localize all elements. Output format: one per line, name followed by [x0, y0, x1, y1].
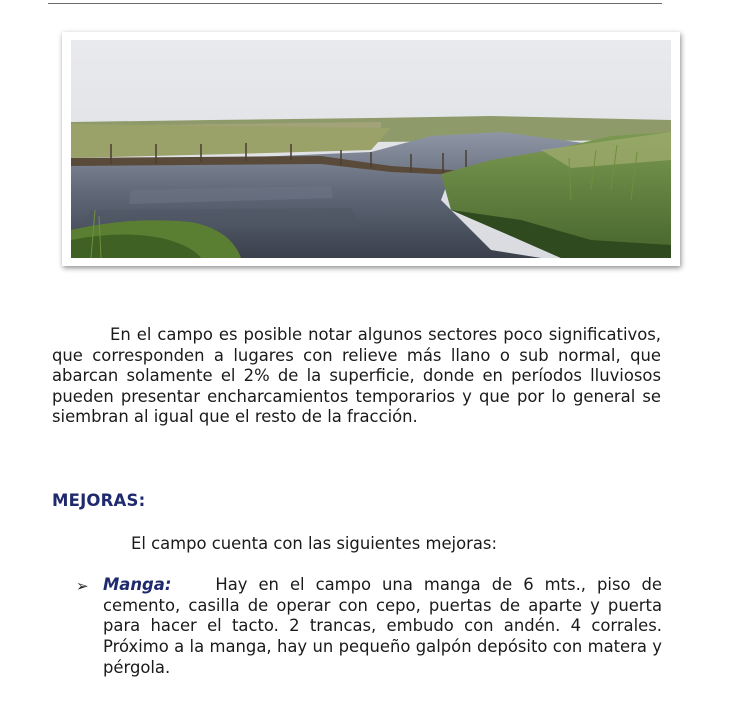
paragraph-text: En el campo es posible notar algunos sectores poco significativos, que corresponden a lugares con relieve más llano o sub normal, que abarcan solamente el 2% de la superficie, donde en períodos lluviosos pueden presentar encharcamientos temporarios y que por lo general se siembran al igual que el resto de la fracción.	[52, 325, 661, 426]
landscape-photo	[71, 40, 671, 258]
bullet-description: Hay en el campo una manga de 6 mts., piso de cemento, casilla de operar con cepo, puertas de aparte y puerta para hacer el tacto. 2 trancas, embudo con andén. 4 corrales. Próximo a la manga, hay un pequeño galpón depósito con matera y pérgola.	[103, 575, 663, 677]
section-heading: MEJORAS:	[52, 491, 146, 510]
section-intro: El campo cuenta con las siguientes mejoras:	[131, 534, 497, 553]
photo-frame	[62, 32, 680, 266]
top-divider	[48, 3, 662, 4]
bullet-text	[103, 575, 662, 679]
body-paragraph	[52, 325, 661, 428]
arrow-bullet-icon: ➢	[76, 577, 89, 595]
bullet-term: Manga:	[103, 575, 172, 594]
